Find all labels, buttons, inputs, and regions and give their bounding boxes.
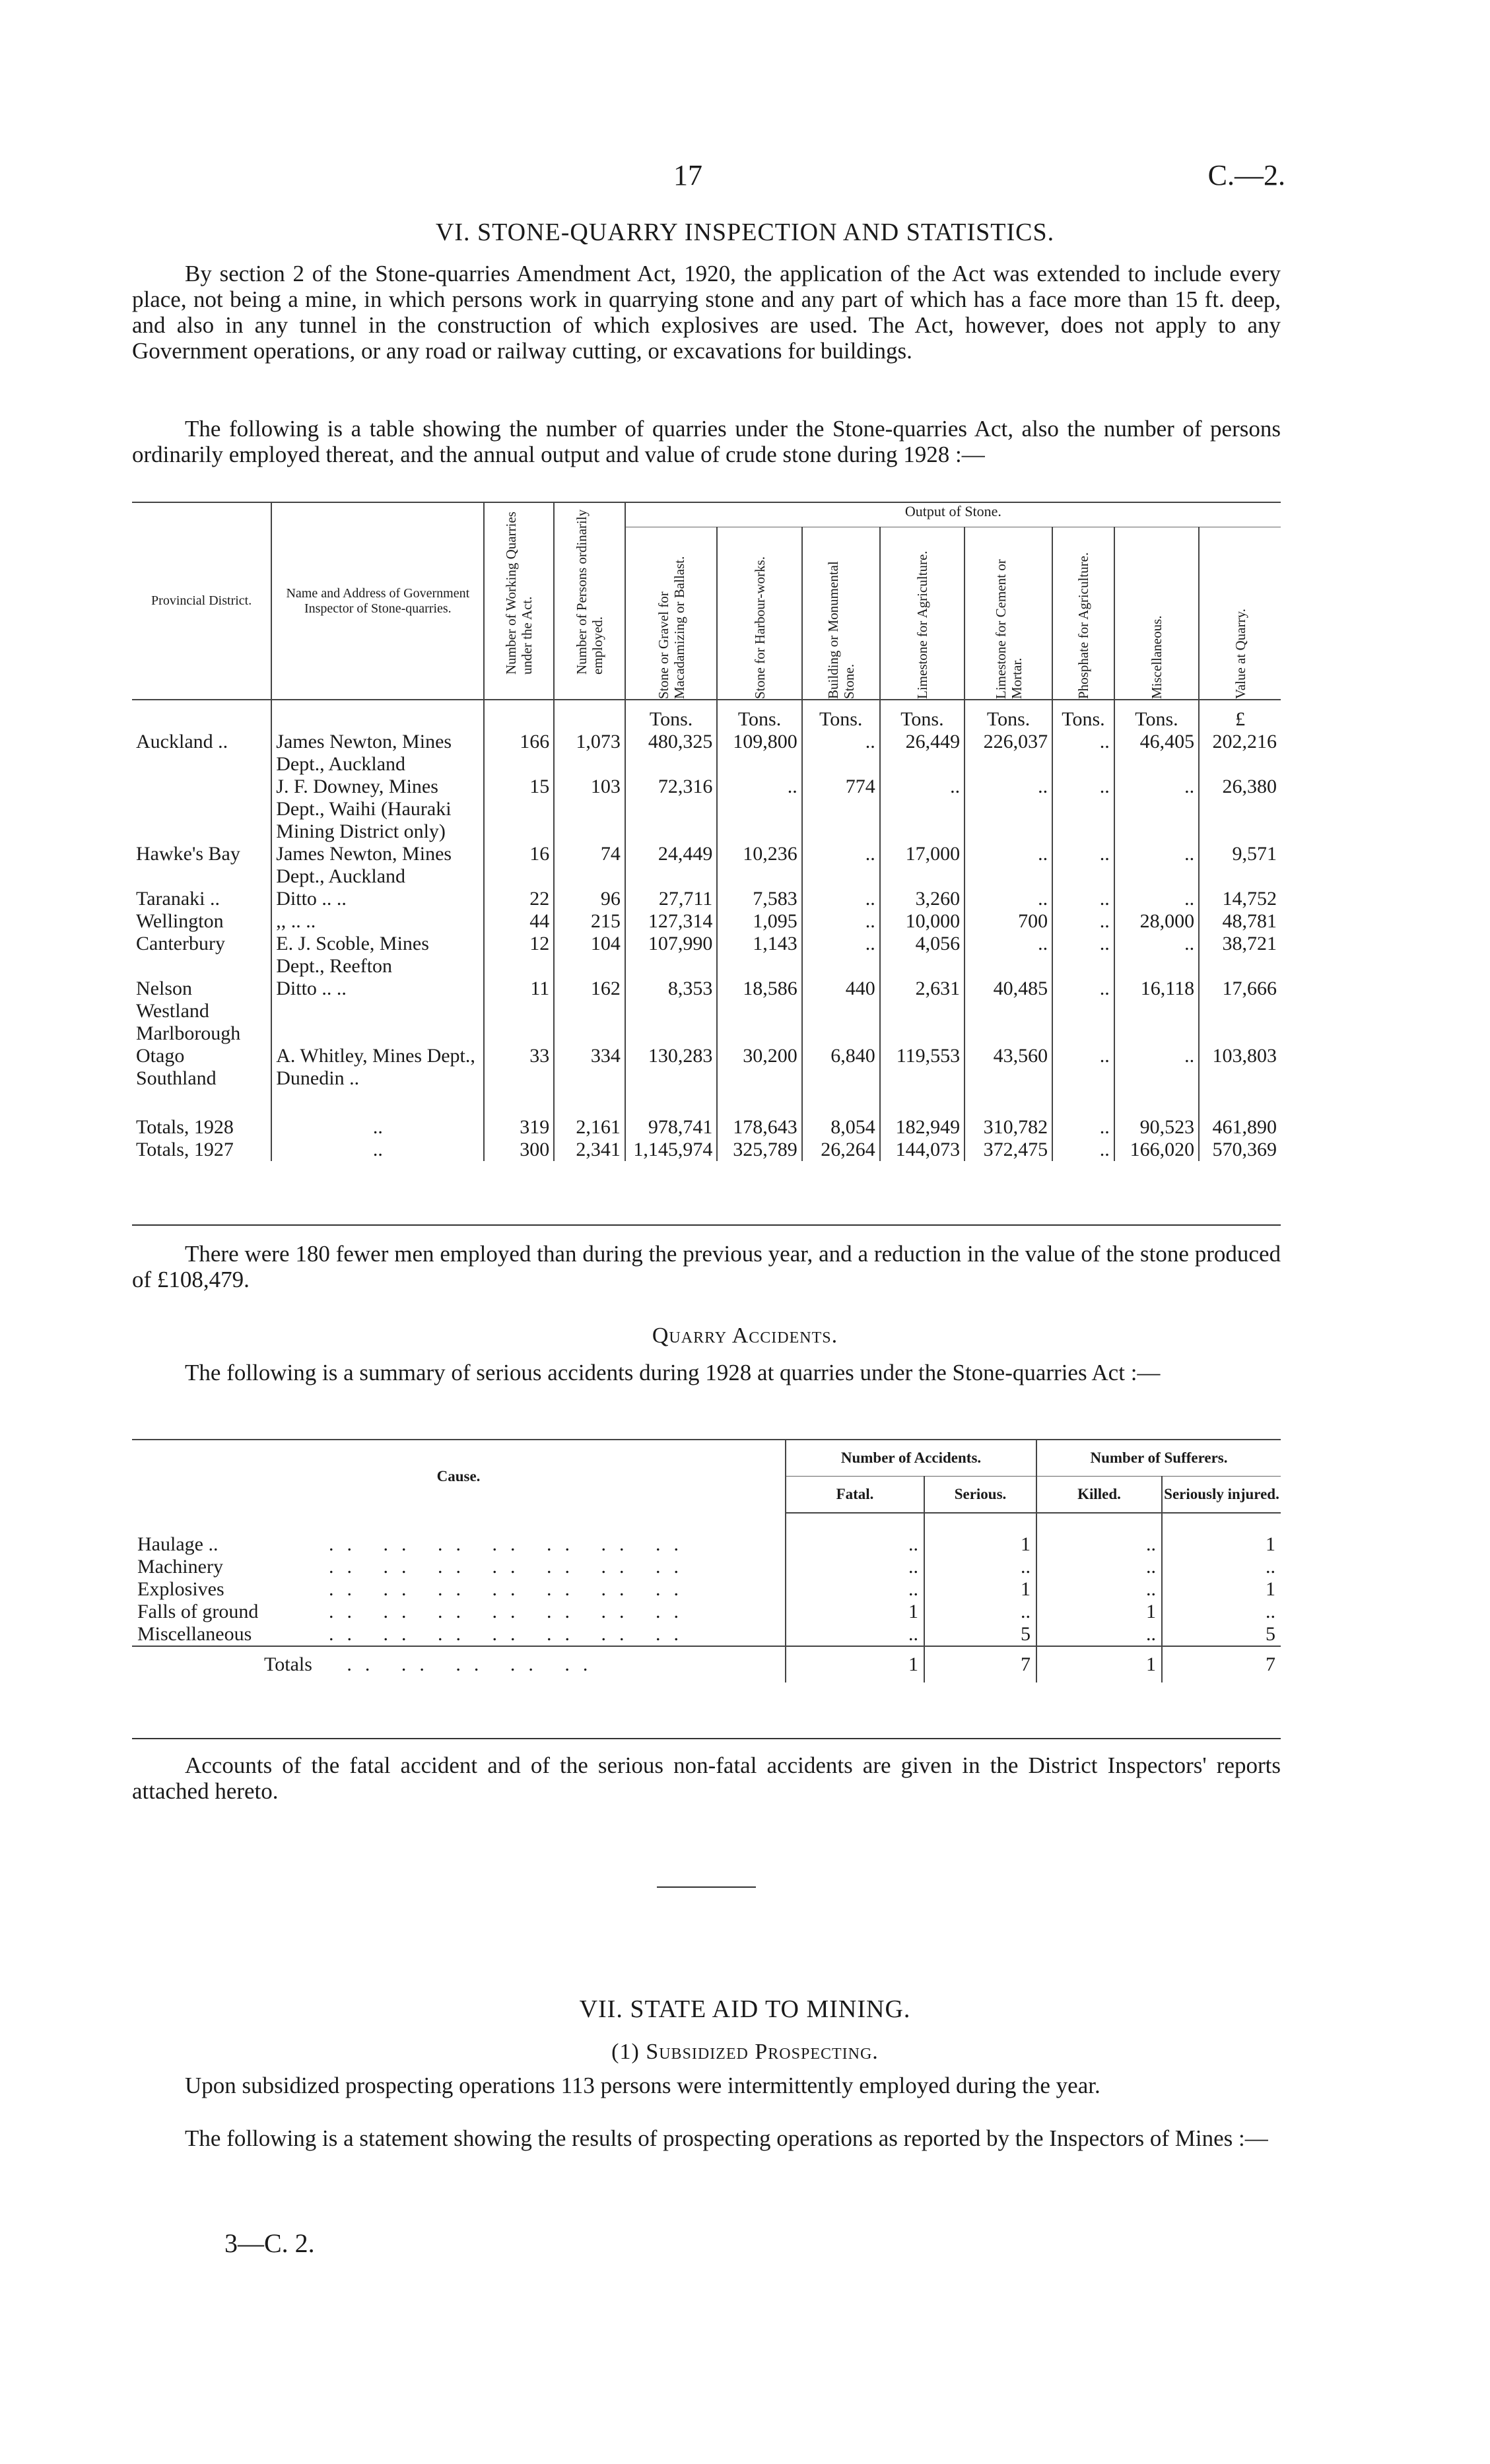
cell-value: 17,666 bbox=[1199, 978, 1281, 1045]
cell-inspector: .. bbox=[271, 1139, 484, 1161]
accidents-table bbox=[132, 1439, 1281, 1682]
cell-gravel: 72,316 bbox=[625, 776, 717, 843]
accidents-title: Quarry Accidents. bbox=[652, 1323, 838, 1348]
cell-persons: 103 bbox=[554, 776, 625, 843]
header-harbour-text: Stone for Harbour-works. bbox=[751, 556, 768, 699]
totals-serious: 7 bbox=[924, 1646, 1036, 1682]
cell-value: 9,571 bbox=[1199, 843, 1281, 888]
totals-row bbox=[132, 1139, 1281, 1161]
cell-district: Hawke's Bay bbox=[136, 843, 240, 865]
header-persons bbox=[554, 502, 625, 700]
cell-building: 26,264 bbox=[802, 1139, 880, 1161]
cell-persons: 2,341 bbox=[554, 1139, 625, 1161]
cell-district: Taranaki .. bbox=[136, 888, 220, 910]
header-district: Provincial District. bbox=[132, 502, 271, 700]
accidents-closing bbox=[132, 1752, 1281, 1804]
cell-phosphate: .. bbox=[1052, 910, 1114, 933]
cell-phosphate: .. bbox=[1052, 978, 1114, 1045]
accident-serious: .. bbox=[924, 1601, 1036, 1623]
cell-harbour: 7,583 bbox=[717, 888, 801, 910]
accident-cause: Explosives bbox=[137, 1578, 224, 1600]
accidents-bottom-rule bbox=[132, 1738, 1281, 1739]
totals-row bbox=[132, 1116, 1281, 1139]
cell-building: .. bbox=[802, 933, 880, 978]
accident-killed: .. bbox=[1036, 1623, 1162, 1646]
section-7-paragraph-1-text: Upon subsidized prospecting operations 113 persons were intermittently employed during the year. bbox=[185, 2073, 1101, 2098]
cell-lime-cement: .. bbox=[965, 933, 1052, 978]
cell-district: Nelson Westland Marlborough bbox=[136, 978, 241, 1044]
cell-phosphate: .. bbox=[1052, 1139, 1114, 1161]
cell-harbour: 109,800 bbox=[717, 731, 801, 776]
totals-fatal: 1 bbox=[786, 1646, 924, 1682]
section-7-title: VII. STATE AID TO MINING. bbox=[579, 1995, 911, 2023]
accident-row bbox=[132, 1513, 1281, 1556]
cell-harbour: 178,643 bbox=[717, 1116, 801, 1139]
cell-gravel: 130,283 bbox=[625, 1045, 717, 1090]
totals-leader-dots: .. .. .. .. .. bbox=[347, 1653, 601, 1675]
cell-phosphate: .. bbox=[1052, 731, 1114, 776]
accident-row bbox=[132, 1601, 1281, 1623]
header-lime-agri bbox=[880, 527, 965, 700]
table-bottom-rule bbox=[132, 1224, 1281, 1226]
cell-district: Canterbury bbox=[136, 933, 225, 954]
section-7-subtitle: (1) Subsidized Prospecting. bbox=[611, 2040, 879, 2064]
cell-value: 461,890 bbox=[1199, 1116, 1281, 1139]
cell-inspector: Ditto .. .. bbox=[271, 888, 484, 910]
accident-fatal: .. bbox=[786, 1556, 924, 1578]
cell-harbour: 18,586 bbox=[717, 978, 801, 1045]
accident-injured: 5 bbox=[1162, 1623, 1281, 1646]
accident-serious: .. bbox=[924, 1556, 1036, 1578]
leader-dots: .. .. .. .. .. .. .. bbox=[329, 1556, 692, 1578]
cell-district: Wellington bbox=[136, 910, 224, 932]
cell-gravel: 127,314 bbox=[625, 910, 717, 933]
unit-label: Tons. bbox=[880, 700, 965, 731]
header-persons-text: Number of Persons ordinarily employed. bbox=[574, 509, 606, 675]
section-divider bbox=[657, 1886, 756, 1888]
cell-quarries: 15 bbox=[484, 776, 554, 843]
cell-inspector: James Newton, Mines Dept., Auckland bbox=[271, 731, 484, 776]
unit-label: £ bbox=[1199, 700, 1281, 731]
cell-building: .. bbox=[802, 888, 880, 910]
cell-lime-agri: 4,056 bbox=[880, 933, 965, 978]
cell-persons: 74 bbox=[554, 843, 625, 888]
cell-misc: .. bbox=[1114, 843, 1199, 888]
header-serious: Serious. bbox=[924, 1477, 1036, 1514]
cell-building: 6,840 bbox=[802, 1045, 880, 1090]
cell-misc: 90,523 bbox=[1114, 1116, 1199, 1139]
section-6-title: VI. STONE-QUARRY INSPECTION AND STATISTICS. bbox=[435, 218, 1055, 246]
cell-phosphate: .. bbox=[1052, 1116, 1114, 1139]
accident-serious: 1 bbox=[924, 1578, 1036, 1601]
cell-harbour: 10,236 bbox=[717, 843, 801, 888]
cell-phosphate: .. bbox=[1052, 776, 1114, 843]
section-6-paragraph-2-text: The following is a table showing the number of quarries under the Stone-quarries Act, also the number of persons ordinarily employed thereat, and the annual output and value of crude stone during 1928 :— bbox=[132, 416, 1281, 467]
cell-lime-agri: 119,553 bbox=[880, 1045, 965, 1090]
cell-lime-agri: 182,949 bbox=[880, 1116, 965, 1139]
header-harbour bbox=[717, 527, 801, 700]
footer-signature-mark: 3—C. 2. bbox=[224, 2228, 315, 2258]
cell-lime-cement: .. bbox=[965, 888, 1052, 910]
accidents-intro-text: The following is a summary of serious accidents during 1928 at quarries under the Stone-quarries Act :— bbox=[185, 1360, 1161, 1385]
cell-persons: 96 bbox=[554, 888, 625, 910]
unit-label: Tons. bbox=[625, 700, 717, 731]
cell-misc: .. bbox=[1114, 888, 1199, 910]
cell-misc: .. bbox=[1114, 776, 1199, 843]
leader-dots: .. .. .. .. .. .. .. bbox=[329, 1533, 692, 1555]
header-cause: Cause. bbox=[132, 1440, 786, 1513]
header-fatal: Fatal. bbox=[786, 1477, 924, 1514]
header-output-group: Output of Stone. bbox=[625, 502, 1281, 527]
totals-injured: 7 bbox=[1162, 1646, 1281, 1682]
cell-phosphate: .. bbox=[1052, 1045, 1114, 1090]
header-gravel-text: Stone or Gravel for Macadamizing or Ballast. bbox=[655, 556, 687, 699]
cell-building: 440 bbox=[802, 978, 880, 1045]
leader-dots: .. .. .. .. .. .. .. bbox=[329, 1578, 692, 1600]
cell-quarries: 319 bbox=[484, 1116, 554, 1139]
header-inspector: Name and Address of Government Inspector of Stone-quarries. bbox=[271, 502, 484, 700]
cell-lime-cement: 310,782 bbox=[965, 1116, 1052, 1139]
accident-fatal: .. bbox=[786, 1513, 924, 1556]
header-value-text: Value at Quarry. bbox=[1232, 609, 1248, 699]
cell-lime-agri: 144,073 bbox=[880, 1139, 965, 1161]
cell-lime-agri: 10,000 bbox=[880, 910, 965, 933]
cell-inspector: Ditto .. .. bbox=[271, 978, 484, 1045]
cell-harbour: 325,789 bbox=[717, 1139, 801, 1161]
cell-lime-cement: 226,037 bbox=[965, 731, 1052, 776]
cell-persons: 215 bbox=[554, 910, 625, 933]
after-table-text: There were 180 fewer men employed than during the previous year, and a reduction in the value of the stone produced of £108,479. bbox=[132, 1241, 1281, 1292]
accident-fatal: .. bbox=[786, 1578, 924, 1601]
cell-lime-agri: 2,631 bbox=[880, 978, 965, 1045]
cell-gravel: 24,449 bbox=[625, 843, 717, 888]
accident-fatal: .. bbox=[786, 1623, 924, 1646]
accident-cause-cell bbox=[132, 1578, 786, 1601]
cell-inspector: A. Whitley, Mines Dept., Dunedin .. bbox=[271, 1045, 484, 1090]
unit-label: Tons. bbox=[1114, 700, 1199, 731]
unit-label: Tons. bbox=[717, 700, 801, 731]
cell-phosphate: .. bbox=[1052, 888, 1114, 910]
unit-label: Tons. bbox=[965, 700, 1052, 731]
header-killed: Killed. bbox=[1036, 1477, 1162, 1514]
cell-phosphate: .. bbox=[1052, 843, 1114, 888]
cell-district: Totals, 1928 bbox=[136, 1116, 234, 1138]
cell-value: 38,721 bbox=[1199, 933, 1281, 978]
cell-quarries: 11 bbox=[484, 978, 554, 1045]
header-quarries bbox=[484, 502, 554, 700]
cell-building: .. bbox=[802, 731, 880, 776]
units-blank bbox=[484, 700, 554, 731]
header-sufferers-group: Number of Sufferers. bbox=[1036, 1440, 1281, 1477]
table-row bbox=[132, 731, 1281, 776]
unit-label: Tons. bbox=[1052, 700, 1114, 731]
cell-value: 26,380 bbox=[1199, 776, 1281, 843]
accident-cause: Falls of ground bbox=[137, 1601, 259, 1622]
accident-row bbox=[132, 1556, 1281, 1578]
cell-district bbox=[132, 776, 271, 843]
cell-value: 14,752 bbox=[1199, 888, 1281, 910]
header-lime-cement bbox=[965, 527, 1052, 700]
accidents-intro bbox=[132, 1360, 1281, 1385]
section-6-paragraph-1 bbox=[132, 261, 1281, 364]
section-7-paragraph-2 bbox=[132, 2125, 1281, 2151]
cell-value: 570,369 bbox=[1199, 1139, 1281, 1161]
accident-fatal: 1 bbox=[786, 1601, 924, 1623]
cell-district: Totals, 1927 bbox=[136, 1139, 234, 1160]
cell-value: 103,803 bbox=[1199, 1045, 1281, 1090]
cell-lime-cement: .. bbox=[965, 776, 1052, 843]
cell-misc: 46,405 bbox=[1114, 731, 1199, 776]
accident-serious: 1 bbox=[924, 1513, 1036, 1556]
cell-misc: 166,020 bbox=[1114, 1139, 1199, 1161]
cell-harbour: 1,143 bbox=[717, 933, 801, 978]
cell-gravel: 978,741 bbox=[625, 1116, 717, 1139]
accident-killed: .. bbox=[1036, 1556, 1162, 1578]
cell-building: .. bbox=[802, 910, 880, 933]
units-blank bbox=[132, 700, 271, 731]
cell-harbour: .. bbox=[717, 776, 801, 843]
totals-label: Totals bbox=[264, 1653, 312, 1675]
cell-gravel: 8,353 bbox=[625, 978, 717, 1045]
cell-quarries: 300 bbox=[484, 1139, 554, 1161]
header-gravel bbox=[625, 527, 717, 700]
section-7-paragraph-2-text: The following is a statement showing the results of prospecting operations as reported by the Inspectors of Mines :— bbox=[185, 2125, 1268, 2151]
unit-label: Tons. bbox=[802, 700, 880, 731]
header-building bbox=[802, 527, 880, 700]
accident-cause-cell bbox=[132, 1623, 786, 1646]
totals-killed: 1 bbox=[1036, 1646, 1162, 1682]
header-phosphate-text: Phosphate for Agriculture. bbox=[1075, 552, 1091, 699]
accident-row bbox=[132, 1623, 1281, 1646]
cell-district: Auckland .. bbox=[136, 731, 228, 752]
cell-lime-cement: 700 bbox=[965, 910, 1052, 933]
cell-lime-agri: .. bbox=[880, 776, 965, 843]
accident-row bbox=[132, 1578, 1281, 1601]
accident-cause-cell bbox=[132, 1601, 786, 1623]
cell-quarries: 16 bbox=[484, 843, 554, 888]
accident-injured: .. bbox=[1162, 1601, 1281, 1623]
cell-quarries: 12 bbox=[484, 933, 554, 978]
cell-lime-cement: 40,485 bbox=[965, 978, 1052, 1045]
header-phosphate bbox=[1052, 527, 1114, 700]
cell-lime-agri: 17,000 bbox=[880, 843, 965, 888]
cell-district: Otago Southland bbox=[136, 1045, 217, 1089]
cell-lime-agri: 26,449 bbox=[880, 731, 965, 776]
table-row bbox=[132, 910, 1281, 933]
accident-cause-cell bbox=[132, 1556, 786, 1578]
accident-cause: Haulage .. bbox=[137, 1533, 219, 1555]
cell-misc: 16,118 bbox=[1114, 978, 1199, 1045]
cell-gravel: 107,990 bbox=[625, 933, 717, 978]
accident-injured: 1 bbox=[1162, 1578, 1281, 1601]
header-misc bbox=[1114, 527, 1199, 700]
accident-serious: 5 bbox=[924, 1623, 1036, 1646]
table-row bbox=[132, 776, 1281, 843]
header-lime-agri-text: Limestone for Agriculture. bbox=[914, 550, 930, 699]
quarry-statistics-table bbox=[132, 502, 1281, 1161]
header-misc-text: Miscellaneous. bbox=[1148, 615, 1165, 699]
units-blank bbox=[554, 700, 625, 731]
cell-value: 202,216 bbox=[1199, 731, 1281, 776]
cell-gravel: 1,145,974 bbox=[625, 1139, 717, 1161]
header-lime-cement-text: Limestone for Cement or Mortar. bbox=[992, 559, 1025, 699]
header-injured: Seriously injured. bbox=[1162, 1477, 1281, 1514]
cell-misc: .. bbox=[1114, 1045, 1199, 1090]
leader-dots: .. .. .. .. .. .. .. bbox=[329, 1623, 692, 1645]
section-6-paragraph-2 bbox=[132, 416, 1281, 467]
cell-gravel: 27,711 bbox=[625, 888, 717, 910]
header-value bbox=[1199, 527, 1281, 700]
accidents-closing-text: Accounts of the fatal accident and of the serious non-fatal accidents are given in the District Inspectors' reports attached hereto. bbox=[132, 1752, 1281, 1804]
section-6-paragraph-1-text: By section 2 of the Stone-quarries Amendment Act, 1920, the application of the Act was extended to include every place, not being a mine, in which persons work in quarrying stone and any part of which has a face more than 15 ft. deep, and also in any tunnel in the construction of which explosives are used. The Act, however, does not apply to any Government operations, or any road or railway cutting, or excavations for buildings. bbox=[132, 261, 1281, 364]
section-7-paragraph-1 bbox=[132, 2073, 1281, 2098]
cell-inspector: E. J. Scoble, Mines Dept., Reefton bbox=[271, 933, 484, 978]
units-blank bbox=[271, 700, 484, 731]
accident-killed: .. bbox=[1036, 1578, 1162, 1601]
accident-cause: Machinery bbox=[137, 1556, 223, 1578]
cell-persons: 2,161 bbox=[554, 1116, 625, 1139]
cell-inspector: ,, .. .. bbox=[271, 910, 484, 933]
cell-inspector: James Newton, Mines Dept., Auckland bbox=[271, 843, 484, 888]
cell-quarries: 44 bbox=[484, 910, 554, 933]
cell-inspector: .. bbox=[271, 1116, 484, 1139]
cell-lime-cement: .. bbox=[965, 843, 1052, 888]
accident-injured: .. bbox=[1162, 1556, 1281, 1578]
document-reference: C.—2. bbox=[1207, 159, 1285, 191]
table-row bbox=[132, 843, 1281, 888]
accident-injured: 1 bbox=[1162, 1513, 1281, 1556]
cell-inspector: J. F. Downey, Mines Dept., Waihi (Hauraki Mining District only) bbox=[271, 776, 484, 843]
table-row bbox=[132, 978, 1281, 1045]
cell-persons: 104 bbox=[554, 933, 625, 978]
cell-lime-cement: 43,560 bbox=[965, 1045, 1052, 1090]
cell-building: .. bbox=[802, 843, 880, 888]
cell-lime-agri: 3,260 bbox=[880, 888, 965, 910]
accident-cause: Miscellaneous bbox=[137, 1623, 252, 1645]
cell-misc: 28,000 bbox=[1114, 910, 1199, 933]
table-row bbox=[132, 888, 1281, 910]
cell-quarries: 166 bbox=[484, 731, 554, 776]
cell-persons: 162 bbox=[554, 978, 625, 1045]
totals-row-label-cell bbox=[132, 1646, 786, 1682]
leader-dots: .. .. .. .. .. .. .. bbox=[329, 1601, 692, 1622]
table-row bbox=[132, 933, 1281, 978]
page-number: 17 bbox=[673, 159, 702, 191]
cell-harbour: 30,200 bbox=[717, 1045, 801, 1090]
cell-gravel: 480,325 bbox=[625, 731, 717, 776]
accident-killed: .. bbox=[1036, 1513, 1162, 1556]
header-accidents-group: Number of Accidents. bbox=[786, 1440, 1036, 1477]
table-row bbox=[132, 1045, 1281, 1090]
cell-value: 48,781 bbox=[1199, 910, 1281, 933]
after-table-paragraph bbox=[132, 1241, 1281, 1292]
cell-persons: 1,073 bbox=[554, 731, 625, 776]
cell-building: 8,054 bbox=[802, 1116, 880, 1139]
accident-cause-cell bbox=[132, 1513, 786, 1556]
cell-lime-cement: 372,475 bbox=[965, 1139, 1052, 1161]
cell-quarries: 33 bbox=[484, 1045, 554, 1090]
accident-killed: 1 bbox=[1036, 1601, 1162, 1623]
cell-quarries: 22 bbox=[484, 888, 554, 910]
cell-phosphate: .. bbox=[1052, 933, 1114, 978]
cell-harbour: 1,095 bbox=[717, 910, 801, 933]
header-building-text: Building or Monumental Stone. bbox=[825, 561, 857, 699]
header-quarries-text: Number of Working Quarries under the Act. bbox=[503, 512, 535, 675]
cell-persons: 334 bbox=[554, 1045, 625, 1090]
cell-misc: .. bbox=[1114, 933, 1199, 978]
cell-building: 774 bbox=[802, 776, 880, 843]
